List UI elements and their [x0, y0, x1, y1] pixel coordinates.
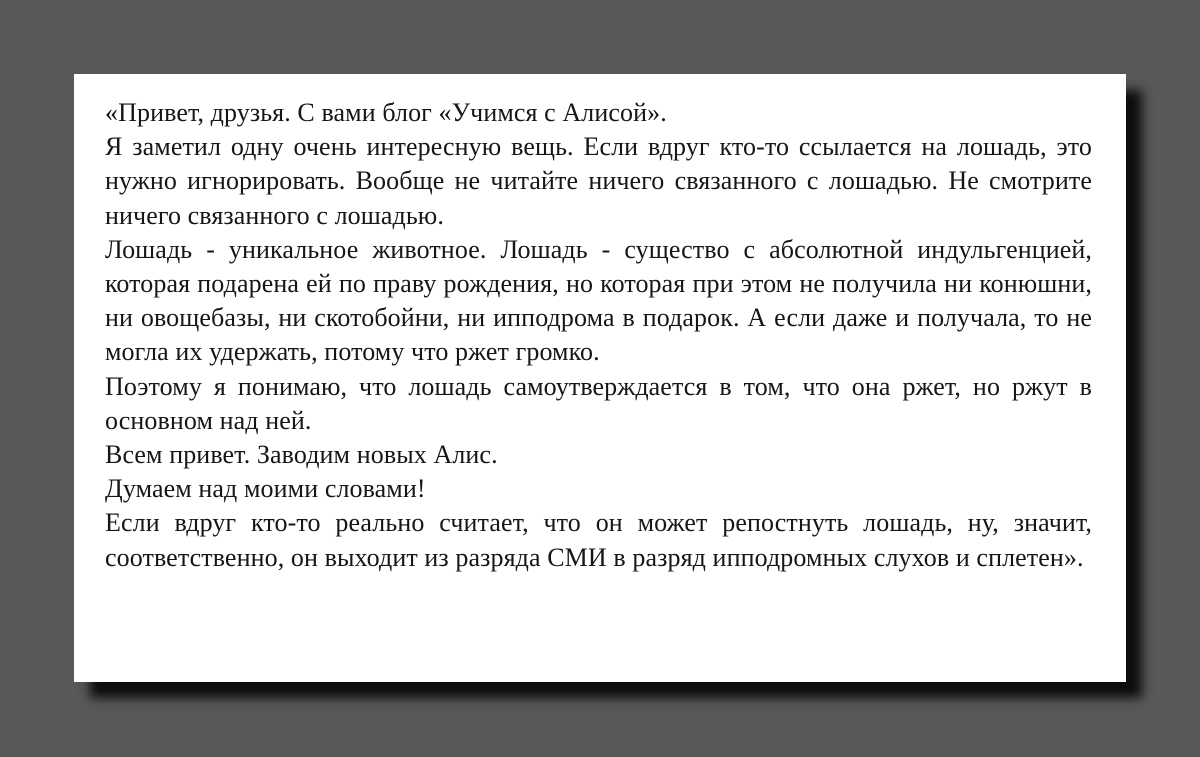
paragraph-hello: Всем привет. Заводим новых Алис.	[105, 440, 498, 470]
paragraph-understanding: Поэтому я понимаю, что лошадь самоутверждается в том, что она ржет, но ржут в основном над ней.	[105, 371, 1092, 435]
paragraph-horse-description: Лошадь - уникальное животное. Лошадь - существо с абсолютной индульгенцией, которая подарена ей по праву рождения, но которая при этом не получила ни конюшни, ни овощебазы, ни скотобойни, ни ипподрома в подарок. А если даже и получала, то не могла их удержать, потому что ржет громко.	[105, 234, 1092, 367]
paragraph-think: Думаем над моими словами!	[105, 474, 426, 504]
paragraph-greeting: «Привет, друзья. С вами блог «Учимся с Алисой».	[105, 98, 667, 127]
paragraph-conclusion: Если вдруг кто-то реально считает, что он может репостнуть лошадь, ну, значит, соответственно, он выходит из разряда СМИ в разряд ипподромных слухов и сплетен».	[105, 508, 1092, 572]
paragraph-observation: Я заметил одну очень интересную вещь. Если вдруг кто-то ссылается на лошадь, это нужно игнорировать. Вообще не читайте ничего связанного с лошадью. Не смотрите ничего связанного с лошадью.	[105, 132, 1092, 230]
quote-card	[74, 74, 1126, 682]
